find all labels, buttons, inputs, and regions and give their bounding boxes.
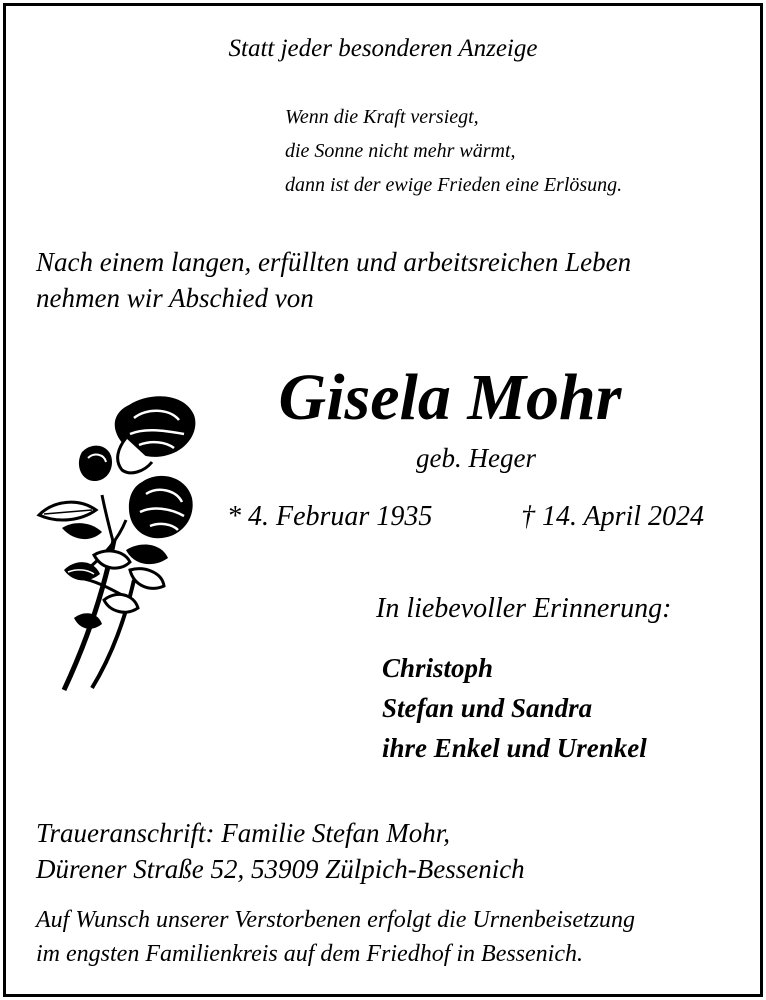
memory-heading: In liebevoller Erinnerung:	[376, 593, 672, 624]
note-line-1: Auf Wunsch unserer Verstorbenen erfolgt die Urnenbeisetzung	[36, 907, 636, 933]
burial-note	[36, 903, 635, 971]
intro-text	[36, 244, 631, 316]
poem-line-2: die Sonne nicht mehr wärmt,	[285, 140, 516, 162]
address-line-1: Traueranschrift: Familie Stefan Mohr,	[36, 818, 450, 848]
note-line-2: im engsten Familienkreis auf dem Friedhof in Bessenich.	[36, 941, 583, 967]
obituary-header: Statt jeder besonderen Anzeige	[228, 35, 538, 62]
mourner-2: Stefan und Sandra	[382, 693, 593, 723]
address-line-2: Dürener Straße 52, 53909 Zülpich-Bessenich	[36, 854, 525, 884]
mourning-address	[36, 815, 525, 887]
birth-name: geb. Heger	[416, 443, 536, 473]
mourner-1: Christoph	[382, 653, 494, 683]
poem	[285, 100, 622, 202]
mourner-3: ihre Enkel und Urenkel	[382, 733, 647, 763]
death-date: † 14. April 2024	[521, 501, 705, 532]
poem-line-1: Wenn die Kraft versiegt,	[285, 106, 479, 128]
intro-line-2: nehmen wir Abschied von	[36, 283, 314, 313]
mourners-list	[382, 648, 647, 768]
poem-line-3: dann ist der ewige Frieden eine Erlösung.	[285, 174, 623, 196]
birth-date: * 4. Februar 1935	[227, 501, 433, 532]
deceased-name: Gisela Mohr	[278, 361, 622, 434]
intro-line-1: Nach einem langen, erfüllten und arbeitsreichen Leben	[36, 247, 632, 277]
